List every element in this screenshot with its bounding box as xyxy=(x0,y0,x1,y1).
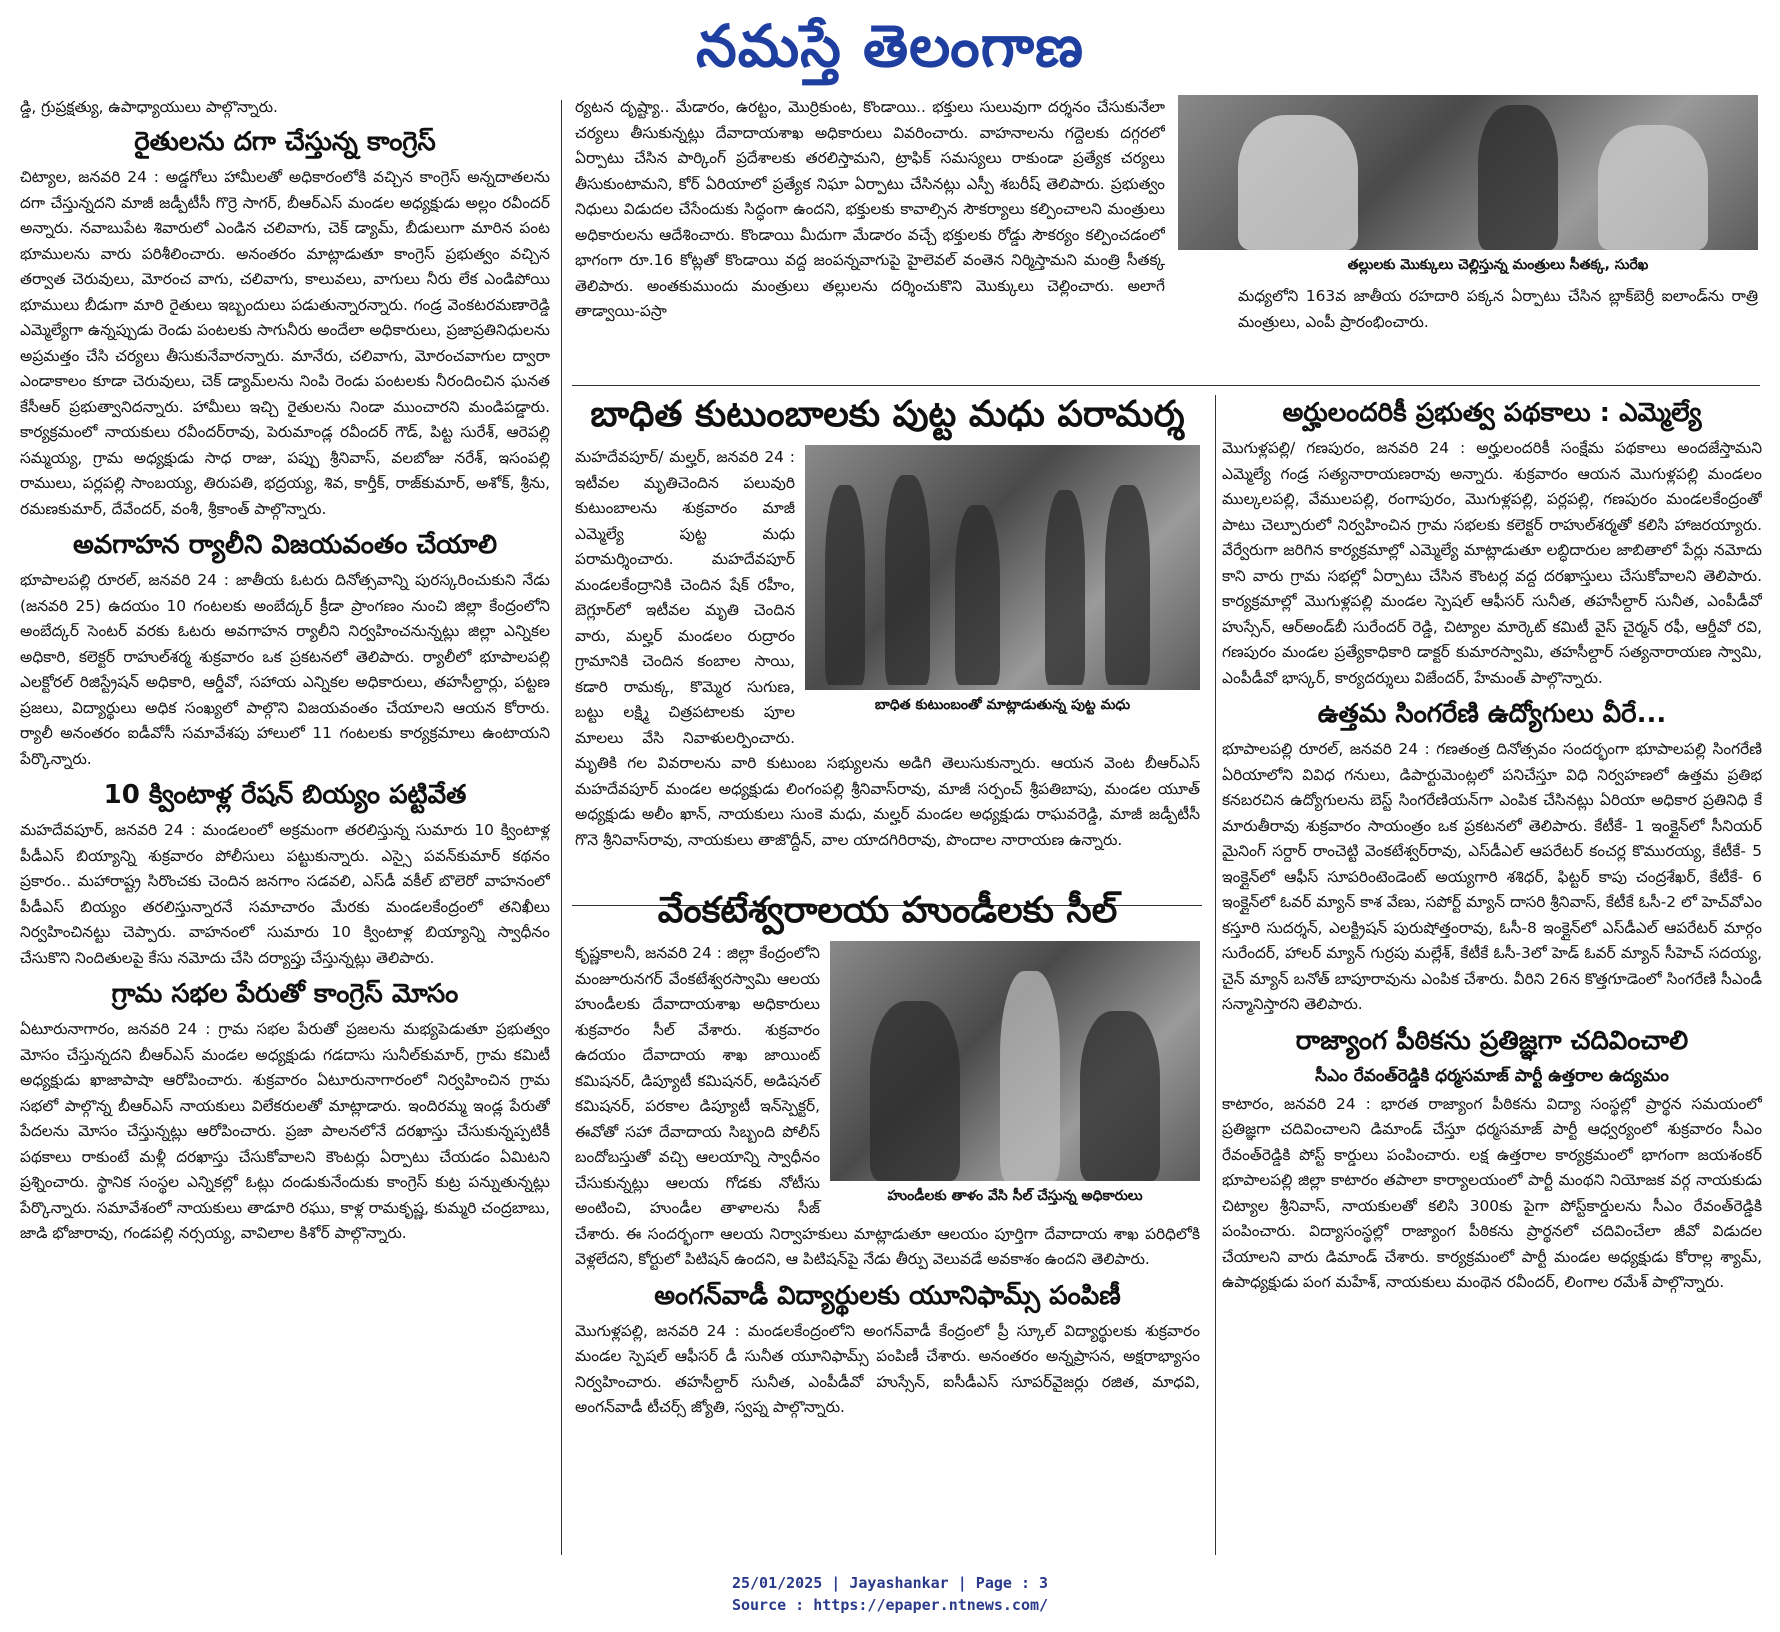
photo-block xyxy=(805,445,1200,724)
news-photo xyxy=(830,941,1200,1181)
page-footer xyxy=(0,1572,1780,1616)
article-body: మహదేవపూర్/ మల్హర్, జనవరి 24 : ఇటీవల మృతిచెందిన పలువురి కుటుంబాలను శుక్రవారం మాజీ ఎమ్మెల్యే పుట్ట మధు పరామర్శించారు. మహదేవపూర్ మండలకేంద్రానికి చెందిన షేక్ రహీం, బెగ్లూర్‌లో ఇటీవల మృతి చెందిన వారు, మల్హర్ మండలం రుద్రారం గ్రామానికి చెందిన కంబాల సాయి, కడారి రామక్క, కొమ్మెర సుగుణ, బట్టు లక్ష్మి చిత్రపటాలకు పూల మాలలు వేసి నివాళులర్పించారు. మృతికి గల వివరాలను వారి కుటుంబ సభ్యులను అడిగి తెలుసుకున్నారు. ఆయన వెంట బీఆర్ఎస్ మహదేవపూర్ మండల అధ్యక్షుడు లింగంపల్లి శ్రీనివాస్‌రావు, మాజీ సర్పంచ్ శ్రీపతిబాపు, మండల యూత్ అధ్యక్షుడు అలీం ఖాన్, నాయకులు సుంకె మధు, మల్హర్ మండల అధ్యక్షుడు రాఘవరెడ్డి, మాజీ జడ్పీటీసీ గొనె శ్రీనివాస్‌రావు, నాయకులు తాజొద్దీన్, వాల యాదగిరిరావు, పొందాల నారాయణ ఉన్నారు. xyxy=(575,448,1200,849)
column-middle xyxy=(575,95,1200,1560)
photo-caption: హుండీలకు తాళం వేసి సీల్ చేస్తున్న అధికారులు xyxy=(887,1188,1143,1204)
article-headline: అవగాహన ర్యాలీని విజయవంతం చేయాలి xyxy=(72,530,498,560)
photo-caption: బాధిత కుటుంబంతో మాట్లాడుతున్న పుట్ట మధు xyxy=(874,697,1131,713)
article-constitution xyxy=(1222,1024,1762,1296)
article-headline: రాజ్యాంగ పీఠికను ప్రతిజ్ఞగా చదివించాలి xyxy=(1295,1025,1689,1056)
article-headline: వేంకటేశ్వరాలయ హుండీలకు సీల్ xyxy=(657,890,1118,931)
article-headline: రైతులను దగా చేస్తున్న కాంగ్రెస్ xyxy=(134,127,436,157)
article-body: ఏటూరునాగారం, జనవరి 24 : గ్రామ సభల పేరుతో ప్రజలను మభ్యపెడుతూ ప్రభుత్వం మోసం చేస్తున్నదని బీఆర్ఎస్ మండల అధ్యక్షుడు గడదాసు సునీల్‌కుమార్, గ్రామ కమిటీ అధ్యక్షుడు ఖాజాపాషా ఆరోపించారు. శుక్రవారం ఏటూరునాగారంలో నిర్వహించిన గ్రామ సభలో పాల్గొన్న బీఆర్ఎస్ నాయకులు విలేకరులతో మాట్లాడారు. ఇందిరమ్మ ఇండ్ల పేరుతో పేదలను మోసం చేస్తున్నట్లు ఆరోపించారు. ప్రజా పాలనలోనే దరఖాస్తు చేసుకున్నప్పటికీ పథకాలు రాకుంటే మళ్లీ దరఖాస్తు చేసుకోవాలని కౌంటర్లు ఏర్పాటు చేయడం ఏమిటని ప్రశ్నించారు. స్థానిక సంస్థల ఎన్నికల్లో ఓట్లు దండుకునేందుకు కాంగ్రెస్ కుట్ర పన్నుతున్నట్లు పేర్కొన్నారు. సమావేశంలో నాయకులు తాడూరి రఘు, కాళ్ల రామకృష్ణ, కుమ్మరి చంద్రబాబు, జాడి భోజారావు, గండపల్లి నర్సయ్య, వావిలాల కిశోర్ పాల్గొన్నారు. xyxy=(20,1020,550,1242)
article-singareni xyxy=(1222,697,1762,1018)
article-body: మొగుళ్లపల్లి/ గణపురం, జనవరి 24 : అర్హులందరికీ సంక్షేమ పథకాలు అందజేస్తామని ఎమ్మెల్యే గండ్ర సత్యనారాయణరావు అన్నారు. శుక్రవారం ఆయన మొగుళ్లపల్లి మండలం ముల్కలపల్లి, వేములపల్లి, రంగాపురం, మొగుళ్లపల్లి, పర్లపల్లి, గణపురం మండలకేంద్రంతో పాటు చెల్పూరులో నిర్వహించిన గ్రామ సభలకు కలెక్టర్ రాహుల్‌శర్మతో కలిసి హాజరయ్యారు. వేర్వేరుగా జరిగిన కార్యక్రమాల్లో ఎమ్మెల్యే మాట్లాడుతూ లబ్ధిదారుల జాబితాలో పేర్లు నమోదు కాని వారు గ్రామ సభల్లో ఏర్పాటు చేసిన కౌంటర్ల వద్ద దరఖాస్తులు చేసుకోవాలని తెలిపారు. కార్యక్రమాల్లో మొగుళ్లపల్లి మండల స్పెషల్ ఆఫీసర్ సునీత, తహసీల్దార్ సునీత, ఎంపీడీవో హుస్సేన్, ఆర్అండ్‌బీ సురేందర్ రెడ్డి, చిట్యాల మార్కెట్ కమిటీ వైస్ చైర్మన్ రఫీ, ఆర్డీవో రవి, గణపురం మండల ప్రత్యేకాధికారి డాక్టర్ కుమారస్వామి, తహసీల్దార్ సత్యనారాయణ స్వామి, ఎంపీడీవో భాస్కర్, కార్యదర్శులు విజేందర్, హేమంత్ పాల్గొన్నారు. xyxy=(1222,439,1762,687)
article-welfare-schemes xyxy=(1222,396,1762,691)
article-headline: అంగన్‌వాడీ విద్యార్థులకు యూనిఫామ్స్ పంపిణీ xyxy=(654,1280,1121,1311)
continued-text: డ్డి, గ్రుప్రక్షత్యు, ఉపాధ్యాయులు పాల్గొన్నారు. xyxy=(20,98,278,116)
column-left xyxy=(20,95,550,1560)
article-subhead: సీఎం రేవంత్‌రెడ్డికి ధర్మసమాజ్ పార్టీ ఉత్తరాల ఉద్యమం xyxy=(1315,1065,1669,1086)
article-body: భూపాలపల్లి రూరల్, జనవరి 24 : గణతంత్ర దినోత్సవం సందర్భంగా భూపాలపల్లి సింగరేణి ఏరియాలోని వివిధ గనులు, డిపార్టుమెంట్లలో పనిచేస్తూ విధి నిర్వహణలో ఉత్తమ ప్రతిభ కనబరచిన ఉద్యోగులను బెస్ట్ సింగరేణియన్‌గా ఎంపిక చేసినట్లు ఏరియా అధికార ప్రతినిధి కే మారుతీరావు శుక్రవారం సాయంత్రం ఒక ప్రకటనలో తెలిపారు. కేటీకే- 1 ఇంక్లైన్‌లో సీనియర్ మైనింగ్ సర్దార్ రాంచెట్టి వెంకటేశ్వర్‌రావు, ఎస్‌డీఎల్ ఆపరేటర్ కంచర్ల కొమురయ్య, కేటీకే- 5 ఇంక్లైన్‌లో ఆఫీస్ సూపరింటెండెంట్ అయ్యగారి శశిధర్, ఫిట్టర్ కాపు చంద్రశేఖర్, కేటీకే- 6 ఇంక్లైన్‌లో ఓవర్ మ్యాన్ కాశ వేణు, సపోర్ట్ మ్యాన్ దాసరి శ్రీనివాస్, కేటీకే ఓసీ-2 లో హెచ్‌వోఎం కస్తూరి సుదర్శన్, ఎలక్ట్రిషన్ పురుషోత్తంరావు, ఓసీ-8 ఇంక్లైన్‌లో ఎస్‌డీఎల్ ఆపరేటర్ మార్గం సురేందర్, హాలర్ మ్యాన్ గుర్రపు మల్లేశ్, కేటీకే ఓసీ-3లో హెడ్ ఓవర్ మ్యాన్ సీహెచ్ సదయ్య, చైన్ మ్యాన్ బనోత్ బాపూరావును ఎంపిక చేశారు. వీరిని 26న కొత్తగూడెంలో సింగరేణి సీఎండీ సన్మానిస్తారని తెలిపారు. xyxy=(1222,740,1762,1013)
article-body: చిట్యాల, జనవరి 24 : అడ్డగోలు హామీలతో అధికారంలోకి వచ్చిన కాంగ్రెస్ అన్నదాతలను దగా చేస్తున్నదని మాజీ జడ్పీటీసీ గొర్రె సాగర్, బీఆర్ఎస్ మండల అధ్యక్షుడు అల్లం రవీందర్ అన్నారు. నవాబుపేట శివారులో ఎండిన చలివాగు, చెక్ డ్యామ్, బీడులుగా మారిన పంట భూములను వారు పరిశీలించారు. అనంతరం మాట్లాడుతూ కాంగ్రెస్ ప్రభుత్వం వచ్చిన తర్వాత చెరువులు, మోరంచ వాగు, చలివాగు, కాలువలు, వాగులు నీరు లేక ఎండిపోయి భూములు బీడుగా మారి రైతులు ఇబ్బందులు పడుతున్నారన్నారు. గండ్ర వెంకటరమణారెడ్డి ఎమ్మెల్యేగా ఉన్నప్పుడు రెండు పంటలకు సాగునీరు అందేలా అధికారులు, ప్రజాప్రతినిధులను అప్రమత్తం చేసి చర్యలు తీసుకునేవారన్నారు. మానేరు, చలివాగు, మోరంచవాగుల ద్వారా ఎండాకాలం కూడా చెరువులు, చెక్ డ్యామ్‌లను నింపి రెండు పంటలకు నీరందించిన ఘనత కేసీఆర్ ప్రభుత్వానిదన్నారు. హామీలు ఇచ్చి రైతులను నిండా ముంచారని మండిపడ్డారు. కార్యక్రమంలో నాయకులు రవీందర్‌రావు, పెరుమాండ్ల రవీందర్ గౌడ్, పిట్ట సురేశ్, ఆరెపల్లి సమ్మయ్య, గ్రామ అధ్యక్షుడు సాధ రాజు, పప్పు శ్రీనివాస్, వలబోజు నరేశ్, ఇసంపల్లి రాములు, పర్లపల్లి సాంబయ్య, తిరుపతి, భద్రయ్య, శివ, కార్తీక్, రాజ్‌కుమార్, అశోక్, శ్రీను, రమణకుమార్, దేవేందర్, వంశీ, శ్రీకాంత్ పాల్గొన్నారు. xyxy=(20,168,550,518)
article-ration-rice xyxy=(20,778,550,971)
article-headline: బాధిత కుటుంబాలకు పుట్ట మధు పరామర్శ xyxy=(590,394,1185,435)
column-divider-2 xyxy=(1215,395,1216,1555)
article-putta-madhu xyxy=(575,391,1200,853)
article-body: భూపాలపల్లి రూరల్, జనవరి 24 : జాతీయ ఓటరు దినోత్సవాన్ని పురస్కరించుకుని నేడు (జనవరి 25) ఉదయం 10 గంటలకు అంబేద్కర్ క్రీడా ప్రాంగణం నుంచి జిల్లా కేంద్రంలోని అంబేద్కర్ సెంటర్ వరకు ఓటరు అవగాహన ర్యాలీని నిర్వహించనున్నట్లు జిల్లా ఎన్నికల అధికారి, కలెక్టర్ రాహుల్‌శర్మ శుక్రవారం ఒక ప్రకటనలో తెలిపారు. ర్యాలీలో భూపాలపల్లి ఎలక్టోరల్ రిజిస్ట్రేషన్ అధికారి, ఆర్డీవో, సహాయ ఎన్నికల అధికారులు, తహసీల్దార్లు, పట్టణ ప్రజలు, విద్యార్థులు అధిక సంఖ్యలో పాల్గొని విజయవంతం చేయాలని ఆయన కోరారు. ర్యాలీ అనంతరం ఐడీవోసీ సమావేశపు హాలులో 11 గంటలకు కార్యక్రమాలు ఉంటాయని పేర్కొన్నారు. xyxy=(20,571,550,768)
footer-date-page: 25/01/2025 | Jayashankar | Page : 3 xyxy=(731,1574,1049,1592)
column-divider-1 xyxy=(561,100,562,1555)
column-right xyxy=(1222,390,1762,1560)
newspaper-logo: నమస్తే తెలంగాణ xyxy=(696,12,1084,80)
article-body: కాటారం, జనవరి 24 : భారత రాజ్యాంగ పీఠికను విద్యా సంస్థల్లో ప్రార్థన సమయంలో ప్రతిజ్ఞగా చదివించాలని డిమాండ్ చేస్తూ ధర్మసమాజ్ పార్టీ ఆధ్వర్యంలో శుక్రవారం సీఎం రేవంత్‌రెడ్డికి పోస్ట్ కార్డులు పంపించారు. లక్ష ఉత్తరాల కార్యక్రమంలో భాగంగా జయశంకర్ భూపాలపల్లి జిల్లా కాటారం తపాలా కార్యాలయంలో పార్టీ మంథని నియోజక వర్గ నాయకుడు చిట్యాల శ్రీనివాస్, నాయకులతో కలిసి 300కు పైగా పోస్ట్‌కార్డులను సీఎం రేవంత్‌రెడ్డికి పంపించారు. విద్యాసంస్థల్లో రాజ్యాంగ పీఠికను ప్రార్థనలో చదివించేలా జీవో విడుదల చేయాలని వారు డిమాండ్ చేశారు. కార్యక్రమంలో పార్టీ మండల అధ్యక్షుడు కోరాల్ల శ్యామ్, ఉపాధ్యక్షుడు పంగ మహేశ్, నాయకులు మంథెన రవీందర్, లింగాల రమేశ్ పాల్గొన్నారు. xyxy=(1222,1094,1762,1291)
photo-caption: తల్లులకు మొక్కులు చెల్లిస్తున్న మంత్రులు సీతక్క, సురేఖ xyxy=(1347,257,1649,273)
photo-block xyxy=(830,941,1200,1215)
article-gram-sabha xyxy=(20,977,550,1247)
article-body: మధ్యలోని 163వ జాతీయ రహదారి పక్కన ఏర్పాటు చేసిన బ్లాక్‌బెర్రీ ఐలాండ్‌ను రాత్రి మంత్రులు, ఎంపీ ప్రారంభించారు. xyxy=(1238,287,1758,331)
article-headline: గ్రామ సభల పేరుతో కాంగ్రెస్ మోసం xyxy=(111,979,459,1009)
article-farmers xyxy=(20,125,550,522)
article-headline: అర్హులందరికీ ప్రభుత్వ పథకాలు : ఎమ్మెల్యే xyxy=(1282,398,1702,428)
article-body: మహదేవపూర్, జనవరి 24 : మండలంలో అక్రమంగా తరలిస్తున్న సుమారు 10 క్వింటాళ్ల పీడీఎస్ బియ్యాన్ని శుక్రవారం పోలీసులు పట్టుకున్నారు. ఎస్సై పవన్‌కుమార్ కథనం ప్రకారం.. మహారాష్ట్ర సిరొంచకు చెందిన జనగాం సడవలి, ఎస్‌డీ వకీల్ బొలెరో వాహనంలో పీడీఎస్ బియ్యం తరలిస్తున్నారనే సమాచారం మేరకు మండలకేంద్రంలో తనిఖీలు నిర్వహించినట్టు చెప్పారు. వాహనంలో సుమారు 10 క్వింటాళ్ల బియ్యాన్ని స్వాధీనం చేసుకొని నిందితులపై కేసు నమోదు చేసి దర్యాప్తు చేస్తున్నట్లు తెలిపారు. xyxy=(20,821,550,967)
article-temple-hundi xyxy=(575,887,1200,1273)
top-right-block xyxy=(1178,95,1758,385)
masthead xyxy=(0,0,1780,95)
footer-source-link[interactable]: Source : https://epaper.ntnews.com/ xyxy=(731,1596,1049,1614)
article-body: మొగుళ్లపల్లి, జనవరి 24 : మండలకేంద్రంలోని అంగన్‌వాడీ కేంద్రంలో ప్రీ స్కూల్ విద్యార్థులకు శుక్రవారం మండల స్పెషల్ ఆఫీసర్ డీ సునీత యూనిఫామ్స్ పంపిణీ చేశారు. అనంతరం అన్నప్రాసన, అక్షరాభ్యాసం నిర్వహించారు. తహసీల్దార్ సునీత, ఎంపీడీవో హుస్సేన్, ఐసీడీఎస్ సూపర్‌వైజర్లు రజిత, మాధవి, అంగన్‌వాడీ టీచర్స్ జ్యోతి, స్వప్న పాల్గొన్నారు. xyxy=(575,1321,1200,1416)
article-headline: ఉత్తమ సింగరేణి ఉద్యోగులు వీరే... xyxy=(1317,699,1667,729)
article-anganwadi xyxy=(575,1279,1200,1421)
continued-text: ర్యటన దృష్ట్యా.. మేడారం, ఉరట్టం, మొర్రికుంట, కొండాయి.. భక్తులు సులువుగా దర్శనం చేసుకునేలా చర్యలు తీసుకున్నట్లు దేవాదాయశాఖ అధికారులు వివరించారు. వాహనాలను గద్దెలకు దగ్గరలో ఏర్పాటు చేసిన పార్కింగ్ ప్రదేశాలకు తరలిస్తామని, ట్రాఫిక్ సమస్యలు రాకుండా ప్రత్యేక చర్యలు తీసుకుంటామని, కోర్ ఏరియాలో ప్రత్యేక నిఘా ఏర్పాటు చేసినట్లు ఎస్పీ శబరీష్ తెలిపారు. ప్రభుత్వం నిధులు విడుదల చేసేందుకు సిద్ధంగా ఉందని, భక్తులకు కావాల్సిన సౌకర్యాలు కల్పించాలని మంత్రులు అధికారులను ఆదేశించారు. కొండాయి మీదుగా మేడారం వచ్చే భక్తులకు రోడ్డు సౌకర్యం కల్పించడంలో భాగంగా రూ.16 కోట్లతో కొండాయి వద్ద జంపన్నవాగుపై హైలెవల్ వంతెన నిర్మిస్తామని మంత్రి సీతక్క తెలిపారు. అంతకుముందు మంత్రులు తల్లులను దర్శించుకొని మొక్కులు చెల్లించారు. అలాగే తాడ్వాయి-పస్రా xyxy=(575,98,1165,320)
article-body: కృష్ణకాలనీ, జనవరి 24 : జిల్లా కేంద్రంలోని మంజూరునగర్ వేంకటేశ్వరస్వామి ఆలయ హుండీలకు దేవాదాయశాఖ అధికారులు శుక్రవారం సీల్ వేశారు. శుక్రవారం ఉదయం దేవాదాయ శాఖ జాయింట్ కమిషనర్, డిప్యూటీ కమిషనర్, అడిషనల్ కమిషనర్, పరకాల డిప్యూటీ ఇన్‌స్పెక్టర్, ఈవోతో సహా దేవాదాయ సిబ్బంది పోలీస్ బందోబస్తుతో వచ్చి ఆలయాన్ని స్వాధీనం చేసుకున్నట్లు ఆలయ గోడకు నోటీసు అంటించి, హుండీల తాళాలను సీజ్ చేశారు. ఈ సందర్భంగా ఆలయ నిర్వాహకులు మాట్లాడుతూ ఆలయం పూర్తిగా దేవాదాయ శాఖ పరిధిలోకి వెళ్లలేదని, కోర్టులో పిటిషన్ ఉందని, ఆ పిటిషన్‌పై నేడు తీర్పు వెలువడే అవకాశం ఉందని తెలిపారు. xyxy=(575,944,1200,1268)
article-headline: 10 క్వింటాళ్ల రేషన్ బియ్యం పట్టివేత xyxy=(103,780,467,810)
news-photo xyxy=(1178,95,1758,250)
news-photo xyxy=(805,445,1200,690)
article-awareness-rally xyxy=(20,528,550,772)
